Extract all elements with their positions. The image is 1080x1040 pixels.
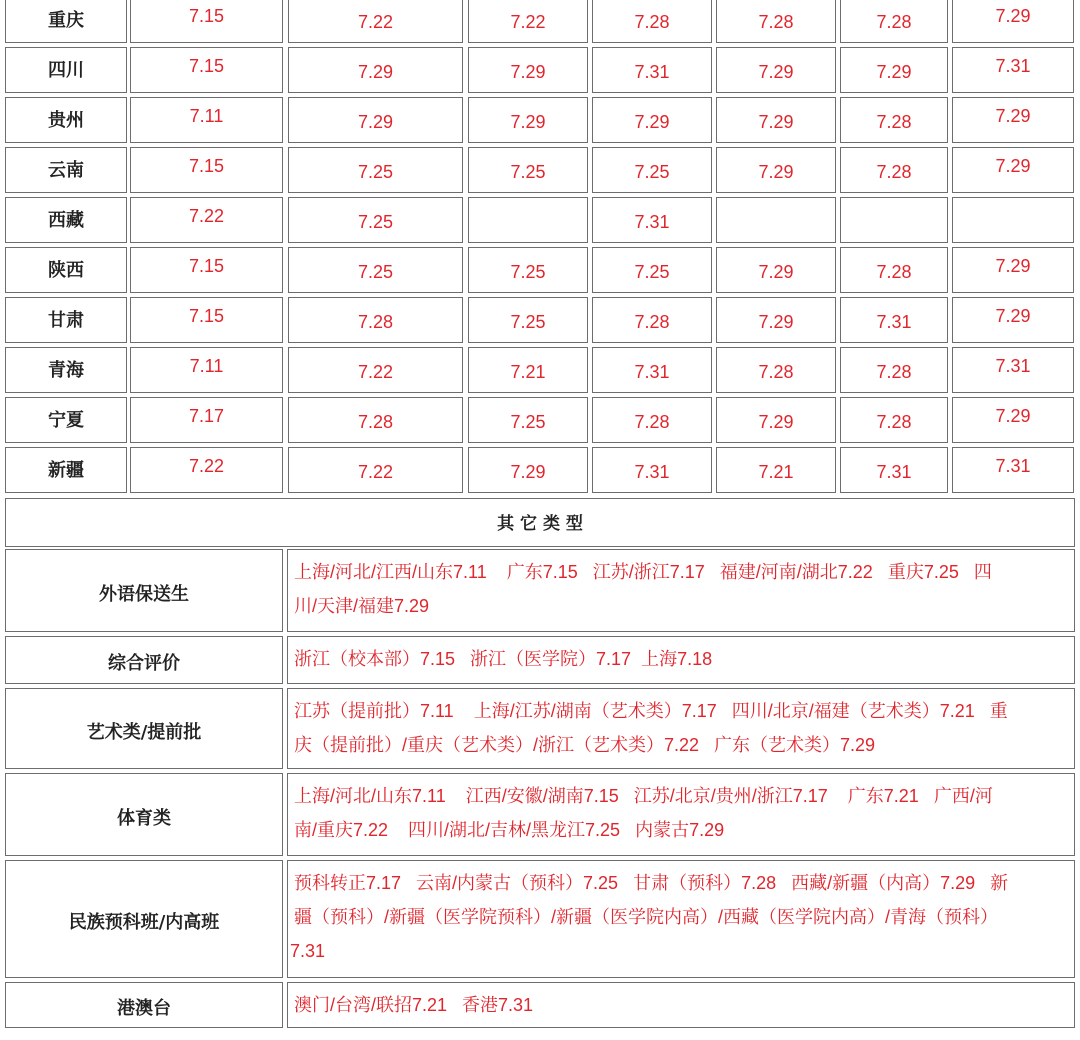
- other-type-row: [0, 549, 1080, 632]
- category-dates-line: 预科转正7.17 云南/内蒙古（预科）7.25 甘肃（预科）7.28 西藏/新疆（内高）7.29 新: [294, 873, 1009, 893]
- date-value: 7.29: [876, 62, 912, 82]
- other-type-row: [0, 982, 1080, 1028]
- date-value: 7.29: [995, 156, 1031, 176]
- date-value: 7.22: [188, 456, 225, 476]
- province-row: [0, 147, 1080, 193]
- date-value: 7.15: [188, 156, 225, 176]
- category-label: 体育类: [117, 808, 171, 829]
- date-value: 7.15: [188, 256, 225, 276]
- date-value: 7.29: [758, 312, 794, 332]
- date-cell: [952, 247, 1074, 293]
- date-cell: [468, 0, 588, 43]
- date-cell: [592, 0, 712, 43]
- date-value: 7.28: [634, 12, 670, 32]
- date-value: 7.22: [357, 462, 394, 482]
- province-name: 四川: [48, 60, 84, 81]
- date-cell: [716, 347, 836, 393]
- date-value: 7.31: [634, 62, 670, 82]
- category-label: 外语保送生: [99, 584, 189, 605]
- other-type-row: [0, 688, 1080, 769]
- date-cell: [840, 147, 948, 193]
- date-cell: [468, 47, 588, 93]
- date-cell: [592, 347, 712, 393]
- category-label-cell: [5, 636, 283, 684]
- province-name: 甘肃: [48, 310, 84, 331]
- category-dates-cell: [287, 982, 1075, 1028]
- date-cell: [130, 397, 283, 443]
- date-value: 7.29: [995, 406, 1031, 426]
- date-value: 7.29: [357, 112, 394, 132]
- province-name-cell: [5, 347, 127, 393]
- date-value: 7.25: [510, 412, 546, 432]
- date-value: 7.31: [876, 312, 912, 332]
- date-cell: [288, 447, 463, 493]
- date-value: 7.11: [189, 106, 224, 126]
- province-row: [0, 397, 1080, 443]
- date-cell: [952, 47, 1074, 93]
- category-dates-line: 上海/河北/江西/山东7.11 广东7.15 江苏/浙江7.17 福建/河南/湖北7.22 重庆7.25 四: [294, 562, 992, 582]
- date-value: 7.29: [634, 112, 670, 132]
- date-value: 7.25: [510, 162, 546, 182]
- date-value: 7.31: [995, 356, 1031, 376]
- date-value: 7.15: [188, 6, 225, 26]
- category-dates-cell: [287, 688, 1075, 769]
- province-name-cell: [5, 147, 127, 193]
- date-cell: [468, 397, 588, 443]
- date-cell: [288, 147, 463, 193]
- date-value: 7.22: [510, 12, 546, 32]
- category-dates-line: 疆（预科）/新疆（医学院预科）/新疆（医学院内高）/西藏（医学院内高）/青海（预科）: [294, 907, 998, 927]
- date-value: 7.17: [188, 406, 225, 426]
- date-cell: [130, 247, 283, 293]
- category-dates-cell: [287, 636, 1075, 684]
- date-cell: [130, 147, 283, 193]
- date-value: 7.29: [758, 112, 794, 132]
- date-cell: [952, 197, 1074, 243]
- date-cell: [288, 347, 463, 393]
- date-cell: [288, 47, 463, 93]
- date-cell: [468, 297, 588, 343]
- date-value: 7.29: [995, 306, 1031, 326]
- date-cell: [840, 247, 948, 293]
- date-cell: [468, 347, 588, 393]
- category-dates-line: 川/天津/福建7.29: [294, 596, 430, 616]
- date-cell: [592, 47, 712, 93]
- date-value: 7.28: [357, 312, 394, 332]
- date-cell: [288, 97, 463, 143]
- date-cell: [716, 247, 836, 293]
- date-cell: [130, 297, 283, 343]
- date-cell: [716, 297, 836, 343]
- date-value: 7.22: [188, 206, 225, 226]
- date-cell: [592, 97, 712, 143]
- date-value: 7.29: [995, 256, 1031, 276]
- date-cell: [840, 347, 948, 393]
- date-value: 7.25: [634, 162, 670, 182]
- date-value: 7.31: [995, 456, 1031, 476]
- province-row: [0, 447, 1080, 493]
- date-cell: [468, 447, 588, 493]
- date-cell: [840, 47, 948, 93]
- date-cell: [716, 397, 836, 443]
- province-name: 青海: [48, 360, 84, 381]
- category-dates-line: 澳门/台湾/联招7.21 香港7.31: [294, 995, 534, 1015]
- date-value: 7.28: [634, 312, 670, 332]
- date-cell: [840, 197, 948, 243]
- date-cell: [952, 297, 1074, 343]
- date-value: 7.29: [758, 262, 794, 282]
- date-value: 7.22: [357, 362, 394, 382]
- date-value: 7.31: [634, 212, 670, 232]
- date-cell: [716, 447, 836, 493]
- date-value: 7.22: [357, 12, 394, 32]
- date-cell: [130, 197, 283, 243]
- date-value: 7.31: [995, 56, 1031, 76]
- date-cell: [468, 147, 588, 193]
- date-cell: [288, 297, 463, 343]
- date-value: 7.28: [876, 412, 912, 432]
- province-name-cell: [5, 297, 127, 343]
- province-name: 新疆: [48, 460, 84, 481]
- date-value: 7.29: [357, 62, 394, 82]
- province-name-cell: [5, 0, 127, 43]
- category-dates-cell: [287, 549, 1075, 632]
- date-value: 7.29: [510, 462, 546, 482]
- category-dates-line: 上海/河北/山东7.11 江西/安徽/湖南7.15 江苏/北京/贵州/浙江7.17 广东7.21 广西/河: [294, 786, 993, 806]
- province-name-cell: [5, 397, 127, 443]
- date-value: 7.29: [510, 62, 546, 82]
- date-value: 7.29: [758, 62, 794, 82]
- other-types-title: 其 它 类 型: [497, 514, 583, 534]
- province-name: 西藏: [48, 210, 84, 231]
- date-cell: [592, 297, 712, 343]
- date-cell: [952, 0, 1074, 43]
- date-cell: [592, 197, 712, 243]
- date-cell: [288, 0, 463, 43]
- province-row: [0, 97, 1080, 143]
- date-cell: [130, 97, 283, 143]
- province-row: [0, 347, 1080, 393]
- date-value: 7.21: [510, 362, 546, 382]
- category-dates-cell: [287, 773, 1075, 856]
- other-types-header: [5, 498, 1075, 547]
- date-cell: [716, 147, 836, 193]
- date-cell: [130, 347, 283, 393]
- date-cell: [840, 297, 948, 343]
- date-value: 7.29: [758, 162, 794, 182]
- category-label-cell: [5, 688, 283, 769]
- date-cell: [716, 47, 836, 93]
- other-type-row: [0, 860, 1080, 978]
- date-value: 7.29: [510, 112, 546, 132]
- category-label-cell: [5, 549, 283, 632]
- category-dates-line: 南/重庆7.22 四川/湖北/吉林/黑龙江7.25 内蒙古7.29: [294, 820, 725, 840]
- date-cell: [468, 247, 588, 293]
- date-cell: [130, 447, 283, 493]
- date-value: 7.28: [876, 112, 912, 132]
- other-type-row: [0, 773, 1080, 856]
- date-cell: [952, 347, 1074, 393]
- province-name: 云南: [48, 160, 84, 181]
- category-label-cell: [5, 982, 283, 1028]
- date-value: 7.28: [758, 362, 794, 382]
- date-cell: [952, 447, 1074, 493]
- category-label-cell: [5, 773, 283, 856]
- province-name-cell: [5, 447, 127, 493]
- date-cell: [130, 0, 283, 43]
- province-row: [0, 197, 1080, 243]
- province-name: 陕西: [48, 260, 84, 281]
- category-label: 综合评价: [108, 653, 180, 674]
- date-value: 7.25: [510, 312, 546, 332]
- category-label: 艺术类/提前批: [86, 722, 202, 743]
- date-cell: [592, 447, 712, 493]
- province-name-cell: [5, 247, 127, 293]
- date-cell: [468, 97, 588, 143]
- date-cell: [468, 197, 588, 243]
- date-value: 7.11: [189, 356, 224, 376]
- category-dates-line: 7.31: [290, 941, 326, 961]
- category-dates-line: 浙江（校本部）7.15 浙江（医学院）7.17 上海7.18: [294, 649, 713, 669]
- category-dates-line: 江苏（提前批）7.11 上海/江苏/湖南（艺术类）7.17 四川/北京/福建（艺术类）7.21 重: [294, 701, 1008, 721]
- province-row: [0, 0, 1080, 43]
- date-value: 7.21: [758, 462, 794, 482]
- date-cell: [288, 247, 463, 293]
- date-cell: [130, 47, 283, 93]
- date-cell: [840, 97, 948, 143]
- date-value: 7.31: [634, 362, 670, 382]
- date-cell: [288, 397, 463, 443]
- province-name-cell: [5, 197, 127, 243]
- category-label: 港澳台: [117, 998, 171, 1019]
- province-row: [0, 47, 1080, 93]
- date-value: 7.29: [995, 6, 1031, 26]
- date-cell: [592, 247, 712, 293]
- date-cell: [952, 397, 1074, 443]
- date-value: 7.25: [510, 262, 546, 282]
- date-value: 7.25: [357, 212, 394, 232]
- date-value: 7.15: [188, 306, 225, 326]
- province-row: [0, 297, 1080, 343]
- date-value: 7.31: [876, 462, 912, 482]
- date-cell: [952, 97, 1074, 143]
- date-value: 7.25: [357, 162, 394, 182]
- date-cell: [840, 397, 948, 443]
- category-dates-line: 庆（提前批）/重庆（艺术类）/浙江（艺术类）7.22 广东（艺术类）7.29: [294, 735, 876, 755]
- date-cell: [592, 397, 712, 443]
- date-value: 7.25: [357, 262, 394, 282]
- category-dates-cell: [287, 860, 1075, 978]
- date-value: 7.31: [634, 462, 670, 482]
- category-label: 民族预科班/内高班: [68, 912, 220, 933]
- date-value: 7.29: [758, 412, 794, 432]
- date-cell: [288, 197, 463, 243]
- date-cell: [840, 0, 948, 43]
- date-cell: [952, 147, 1074, 193]
- province-name: 宁夏: [48, 410, 84, 431]
- date-cell: [716, 197, 836, 243]
- date-value: 7.28: [876, 162, 912, 182]
- other-type-row: [0, 636, 1080, 684]
- date-value: 7.29: [995, 106, 1031, 126]
- province-name-cell: [5, 97, 127, 143]
- date-value: 7.28: [876, 362, 912, 382]
- date-value: 7.15: [188, 56, 225, 76]
- date-cell: [840, 447, 948, 493]
- date-value: 7.28: [876, 262, 912, 282]
- category-label-cell: [5, 860, 283, 978]
- date-value: 7.28: [876, 12, 912, 32]
- province-row: [0, 247, 1080, 293]
- date-cell: [592, 147, 712, 193]
- date-cell: [716, 97, 836, 143]
- province-name: 贵州: [48, 110, 84, 131]
- date-value: 7.28: [634, 412, 670, 432]
- province-name: 重庆: [48, 10, 84, 31]
- date-value: 7.28: [758, 12, 794, 32]
- date-value: 7.28: [357, 412, 394, 432]
- date-cell: [716, 0, 836, 43]
- province-name-cell: [5, 47, 127, 93]
- date-value: 7.25: [634, 262, 670, 282]
